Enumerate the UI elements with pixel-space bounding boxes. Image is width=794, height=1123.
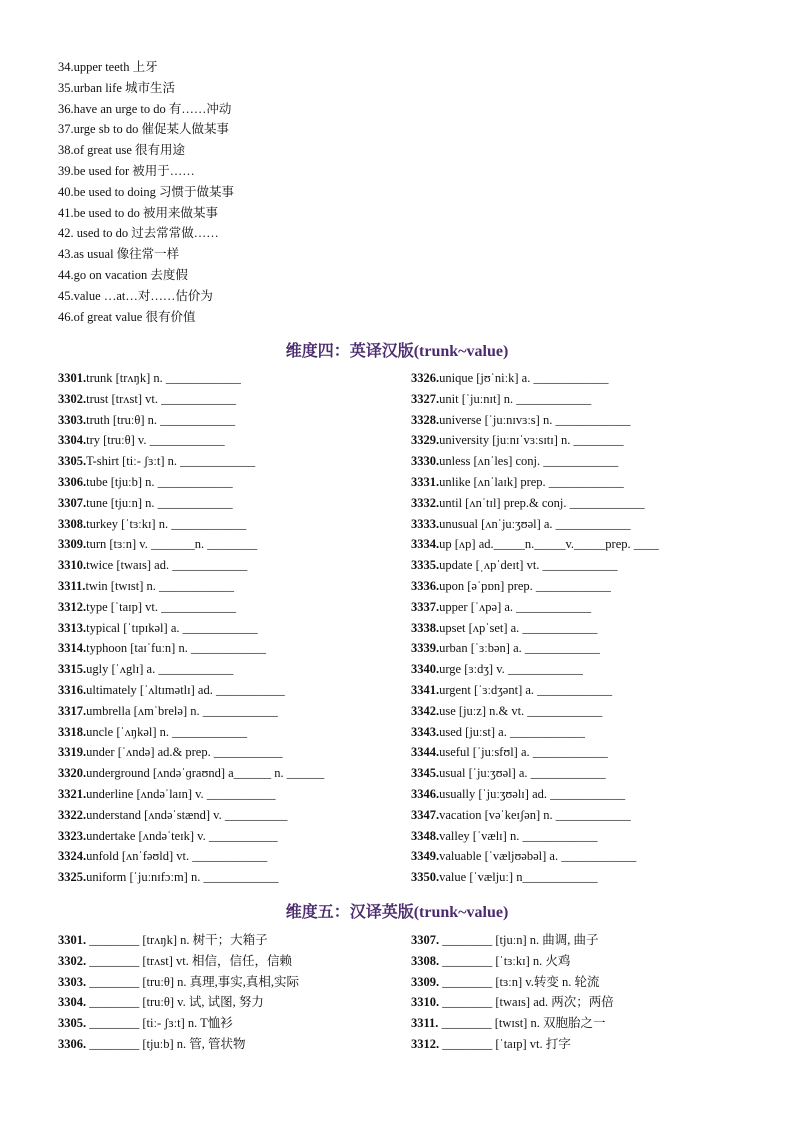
entry-text: ________ [twaɪs] ad. 两次；两倍 (439, 995, 614, 1010)
vocab-entry (411, 992, 751, 1013)
entry-number: 3338. (411, 620, 440, 635)
vocab-entry (58, 1034, 398, 1055)
phrase-item: 46.of great value 很有价值 (58, 309, 196, 324)
entry-text: trunk [trʌŋk] n. ____________ (86, 371, 241, 385)
entry-number: 3321. (58, 786, 87, 801)
vocab-entry (411, 784, 751, 805)
vocab-entry (411, 430, 751, 451)
phrase-item: 39.be used for 被用于…… (58, 163, 195, 178)
entry-number: 3335. (411, 558, 440, 573)
phrase-item: 44.go on vacation 去度假 (58, 267, 188, 282)
section4-right-column (411, 368, 751, 888)
vocab-entry (411, 972, 751, 993)
phrase-item: 40.be used to doing 习惯于做某事 (58, 184, 235, 199)
vocab-entry (411, 1013, 751, 1034)
vocab-entry (411, 742, 751, 763)
entry-number: 3310. (58, 558, 87, 573)
entry-text: ________ [ˈtɜːkɪ] n. 火鸡 (439, 953, 571, 968)
vocab-entry (58, 763, 398, 784)
entry-text: ________ [ˈtaɪp] vt. 打字 (439, 1036, 571, 1051)
vocab-entry (411, 576, 751, 597)
vocab-entry (58, 867, 398, 888)
entry-number: 3311. (58, 578, 86, 593)
vocab-entry (411, 846, 751, 867)
entry-text: umbrella [ʌmˈbrelə] n. ____________ (86, 703, 278, 718)
entry-number: 3344. (411, 745, 440, 760)
vocab-entry (58, 410, 398, 431)
vocab-entry (58, 722, 398, 743)
entry-number: 3309. (58, 537, 87, 552)
entry-text: ultimately [ˈʌltɪmətlɪ] ad. ___________ (86, 682, 285, 697)
vocab-entry (58, 972, 398, 993)
entry-number: 3302. (58, 391, 87, 406)
vocab-entry (58, 576, 398, 597)
vocab-entry (58, 389, 398, 410)
entry-text: useful [ˈjuːsfʊl] a. ____________ (439, 745, 608, 760)
phrase-item: 35.urban life 城市生活 (58, 80, 175, 95)
entry-number: 3303. (58, 974, 87, 989)
entry-number: 3337. (411, 599, 440, 614)
vocab-entry (58, 951, 398, 972)
entry-number: 3348. (411, 828, 440, 843)
entry-text: ugly [ˈʌglɪ] a. ____________ (86, 662, 234, 677)
entry-text: twice [twaɪs] ad. ____________ (86, 558, 248, 573)
vocab-entry (58, 992, 398, 1013)
phrase-item: 34.upper teeth 上牙 (58, 60, 158, 74)
vocab-entry (58, 514, 398, 535)
entry-text: unique [jʊˈniːk] a. ____________ (439, 371, 609, 385)
vocab-entry (58, 597, 398, 618)
entry-number: 3346. (411, 786, 440, 801)
vocab-entry (58, 555, 398, 576)
entry-number: 3349. (411, 849, 440, 864)
entry-number: 3304. (58, 995, 87, 1010)
vocab-entry (58, 680, 398, 701)
entry-text: under [ˈʌndə] ad.& prep. ___________ (86, 745, 283, 760)
entry-number: 3324. (58, 849, 87, 864)
vocab-entry (58, 826, 398, 847)
entry-number: 3312. (411, 1036, 440, 1051)
entry-number: 3340. (411, 662, 440, 677)
entry-text: urban [ˈɜːbən] a. ____________ (439, 641, 600, 656)
entry-number: 3322. (58, 807, 87, 822)
entry-text: until [ʌnˈtɪl] prep.& conj. ____________ (439, 495, 645, 510)
entry-text: use [juːz] n.& vt. ____________ (439, 703, 603, 718)
vocab-entry (58, 701, 398, 722)
entry-text: ________ [twɪst] n. 双胞胎之一 (438, 1016, 606, 1031)
entry-text: turn [tɜːn] v. _______n. ________ (86, 537, 258, 552)
vocab-entry (411, 534, 751, 555)
entry-text: usually [ˈjuːʒʊəlɪ] ad. ____________ (439, 786, 626, 801)
vocab-entry (411, 1034, 751, 1055)
vocab-entry (411, 451, 751, 472)
entry-text: typhoon [taɪˈfuːn] n. ____________ (86, 641, 266, 656)
entry-number: 3312. (58, 599, 87, 614)
entry-number: 3309. (411, 974, 440, 989)
entry-number: 3319. (58, 745, 87, 760)
vocab-entry (411, 930, 751, 951)
entry-text: ________ [tɜːn] v.转变 n. 轮流 (439, 974, 600, 989)
vocab-entry (411, 597, 751, 618)
entry-number: 3323. (58, 828, 87, 843)
entry-text: tube [tjuːb] n. ____________ (86, 474, 233, 489)
vocab-entry (411, 493, 751, 514)
entry-text: valley [ˈvælɪ] n. ____________ (439, 828, 598, 843)
entry-number: 3326. (411, 371, 440, 385)
phrase-item: 43.as usual 像往常一样 (58, 247, 180, 262)
entry-text: valuable [ˈvæljʊəbəl] a. ____________ (439, 849, 637, 864)
entry-number: 3307. (58, 495, 87, 510)
vocab-entry (58, 472, 398, 493)
entry-text: undertake [ʌndəˈteɪk] v. ___________ (86, 828, 278, 843)
entry-number: 3332. (411, 495, 440, 510)
entry-number: 3302. (58, 953, 87, 968)
vocab-entry (411, 826, 751, 847)
entry-number: 3347. (411, 807, 440, 822)
entry-text: unusual [ʌnˈjuːʒʊəl] a. ____________ (439, 516, 631, 531)
entry-text: university [juːnɪˈvɜːsɪtɪ] n. ________ (439, 433, 624, 448)
entry-text: trust [trʌst] vt. ____________ (86, 391, 237, 406)
vocab-entry (411, 555, 751, 576)
section5-title: 维度五：汉译英版(trunk~value) (285, 904, 509, 921)
entry-text: ________ [tjuːb] n. 管, 管状物 (86, 1036, 246, 1051)
entry-number: 3304. (58, 433, 87, 448)
entry-number: 3306. (58, 474, 87, 489)
entry-text: value [ˈvæljuː] n____________ (439, 870, 598, 885)
phrase-item: 36.have an urge to do 有……冲动 (58, 101, 232, 116)
entry-number: 3327. (411, 391, 440, 406)
entry-text: turkey [ˈtɜːkɪ] n. ____________ (86, 516, 247, 531)
vocab-entry (58, 430, 398, 451)
vocab-entry (58, 638, 398, 659)
entry-number: 3308. (411, 953, 440, 968)
entry-text: usual [ˈjuːʒʊəl] a. ____________ (439, 766, 606, 781)
vocab-entry (58, 805, 398, 826)
vocab-entry (58, 451, 398, 472)
entry-text: truth [truːθ] n. ____________ (86, 412, 236, 427)
entry-text: up [ʌp] ad._____n._____v._____prep. ____ (439, 537, 659, 552)
vocab-entry (411, 951, 751, 972)
phrase-item: 41.be used to do 被用来做某事 (58, 205, 219, 220)
entry-text: ________ [trʌŋk] n. 树干；大箱子 (86, 933, 268, 947)
entry-text: try [truːθ] v. ____________ (86, 433, 225, 448)
vocab-entry (58, 534, 398, 555)
entry-text: typical [ˈtɪpɪkəl] a. ____________ (86, 620, 258, 635)
vocab-entry (58, 742, 398, 763)
entry-text: tune [tjuːn] n. ____________ (86, 495, 233, 510)
vocab-entry (58, 1013, 398, 1034)
section5-left-column (58, 930, 398, 1055)
entry-text: understand [ʌndəˈstænd] v. __________ (86, 807, 288, 822)
entry-number: 3328. (411, 412, 440, 427)
entry-text: urge [ɜːdʒ] v. ____________ (439, 662, 583, 677)
entry-text: T-shirt [tiː- ʃɜːt] n. ____________ (86, 454, 256, 469)
section4-left-column (58, 368, 398, 888)
vocab-entry (411, 618, 751, 639)
vocab-entry (411, 701, 751, 722)
vocab-entry (58, 930, 398, 951)
entry-text: twin [twɪst] n. ____________ (85, 578, 235, 593)
vocab-entry (411, 722, 751, 743)
entry-number: 3350. (411, 870, 440, 885)
phrase-item: 38.of great use 很有用途 (58, 143, 186, 158)
vocab-entry (58, 618, 398, 639)
vocab-entry (411, 805, 751, 826)
vocab-entry (58, 846, 398, 867)
entry-number: 3341. (411, 682, 440, 697)
entry-text: upon [əˈpɒn] prep. ____________ (439, 578, 611, 593)
entry-text: underground [ʌndəˈɡraʊnd] a______ n. ______ (86, 766, 325, 781)
phrase-list (58, 57, 418, 327)
entry-number: 3317. (58, 703, 87, 718)
vocab-entry (411, 867, 751, 888)
entry-number: 3343. (411, 724, 440, 739)
entry-number: 3305. (58, 1016, 87, 1031)
entry-text: uncle [ˈʌŋkəl] n. ____________ (86, 724, 248, 739)
entry-text: underline [ʌndəˈlaɪn] v. ___________ (86, 786, 276, 801)
section5-right-column (411, 930, 751, 1055)
entry-number: 3310. (411, 995, 440, 1010)
entry-number: 3307. (411, 933, 440, 947)
phrase-item: 42. used to do 过去常常做…… (58, 226, 219, 241)
entry-number: 3325. (58, 870, 87, 885)
entry-number: 3301. (58, 933, 87, 947)
entry-number: 3339. (411, 641, 440, 656)
vocab-entry (411, 514, 751, 535)
entry-number: 3318. (58, 724, 87, 739)
entry-number: 3306. (58, 1036, 87, 1051)
entry-number: 3342. (411, 703, 440, 718)
section4-title: 维度四：英译汉版(trunk~value) (285, 343, 509, 360)
entry-number: 3329. (411, 433, 440, 448)
entry-text: unit [ˈjuːnɪt] n. ____________ (439, 391, 592, 406)
entry-number: 3313. (58, 620, 87, 635)
entry-text: ________ [truːθ] n. 真理,事实,真相,实际 (86, 974, 300, 989)
entry-number: 3316. (58, 682, 87, 697)
entry-number: 3320. (58, 766, 87, 781)
phrase-item: 45.value …at…对……估价为 (58, 288, 213, 303)
entry-number: 3301. (58, 371, 87, 385)
entry-text: unfold [ʌnˈfəʊld] vt. ____________ (86, 849, 268, 864)
entry-number: 3303. (58, 412, 87, 427)
vocab-entry (411, 472, 751, 493)
entry-number: 3331. (411, 474, 440, 489)
entry-text: unless [ʌnˈles] conj. ____________ (439, 454, 619, 469)
phrase-item: 37.urge sb to do 催促某人做某事 (58, 122, 229, 137)
vocab-entry (411, 659, 751, 680)
vocab-entry (411, 368, 751, 389)
vocab-entry (58, 659, 398, 680)
entry-text: upset [ʌpˈset] a. ____________ (439, 620, 598, 635)
vocab-entry (58, 493, 398, 514)
entry-text: uniform [ˈjuːnɪfɔːm] n. ____________ (86, 870, 279, 885)
entry-text: ________ [truːθ] v. 试, 试图, 努力 (86, 995, 264, 1010)
entry-number: 3311. (411, 1016, 439, 1031)
entry-text: universe [ˈjuːnɪvɜːs] n. ____________ (439, 412, 631, 427)
entry-text: ________ [tiː- ʃɜːt] n. T恤衫 (86, 1016, 233, 1031)
vocab-entry (411, 638, 751, 659)
entry-number: 3336. (411, 578, 440, 593)
entry-text: ________ [trʌst] vt. 相信，信任，信赖 (86, 953, 293, 968)
vocab-entry (411, 389, 751, 410)
entry-text: ________ [tjuːn] n. 曲调, 曲子 (439, 933, 599, 947)
entry-text: vacation [vəˈkeɪʃən] n. ____________ (439, 807, 631, 822)
entry-number: 3308. (58, 516, 87, 531)
entry-number: 3345. (411, 766, 440, 781)
vocab-entry (411, 763, 751, 784)
entry-number: 3333. (411, 516, 440, 531)
vocab-entry (411, 680, 751, 701)
entry-text: urgent [ˈɜːdʒənt] a. ____________ (439, 682, 613, 697)
entry-text: update [ˌʌpˈdeɪt] vt. ____________ (439, 558, 618, 573)
entry-number: 3314. (58, 641, 87, 656)
entry-number: 3305. (58, 454, 87, 469)
entry-number: 3330. (411, 454, 440, 469)
entry-text: type [ˈtaɪp] vt. ____________ (86, 599, 237, 614)
vocab-entry (58, 784, 398, 805)
entry-text: upper [ˈʌpə] a. ____________ (439, 599, 592, 614)
entry-number: 3315. (58, 662, 87, 677)
vocab-entry (411, 410, 751, 431)
entry-text: unlike [ʌnˈlaɪk] prep. ____________ (439, 474, 624, 489)
entry-text: used [juːst] a. ____________ (439, 724, 585, 739)
entry-number: 3334. (411, 537, 440, 552)
vocab-entry (58, 368, 398, 389)
